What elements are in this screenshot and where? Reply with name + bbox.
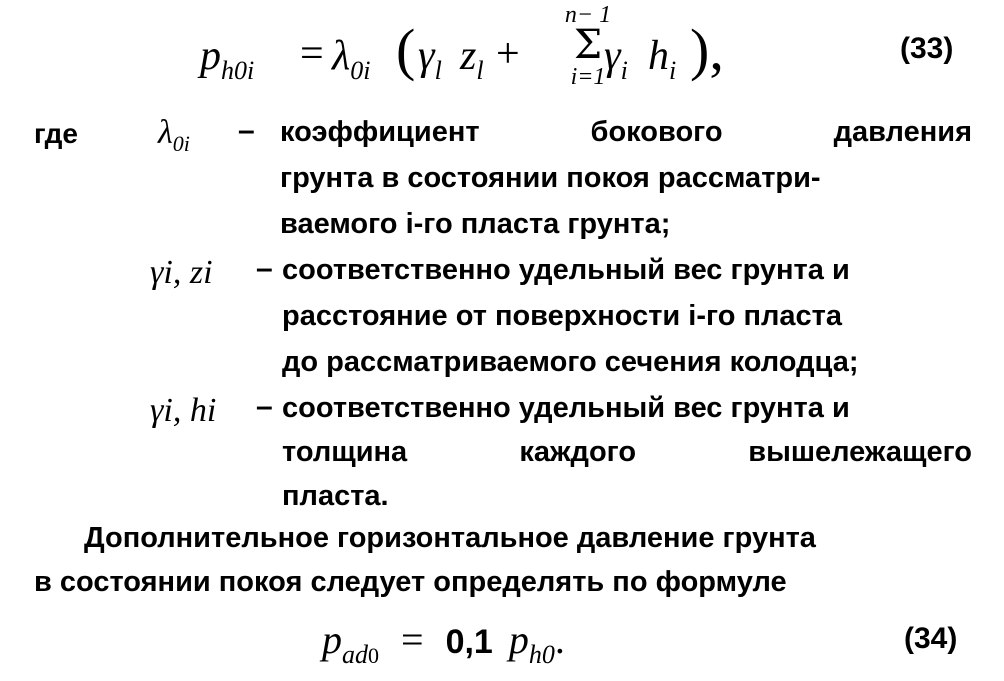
def-dash-2: – <box>256 252 273 285</box>
where-label: где <box>34 118 78 149</box>
eq33-close-paren: ), <box>690 17 724 82</box>
def-1-line-3: ваемого i-го пласта грунта; <box>280 208 671 240</box>
eq33-lhs: $p_{h0i}$ <box>200 33 255 85</box>
def-symbol-lambda: $\lambda_{0i}$ <box>158 114 190 156</box>
eq34-equals: = <box>401 617 424 662</box>
paragraph-line-1: Дополнительное горизонтальное давление грунта <box>84 522 816 554</box>
eq33-summation <box>518 2 612 102</box>
def-symbol-gamma-z: γi, zi <box>150 254 213 291</box>
def-1-line-1: коэффициент бокового давления <box>280 116 972 148</box>
equation-34 <box>322 616 565 670</box>
eq34-lhs: $p_{ad0}$ <box>322 617 379 669</box>
def-dash-3: – <box>256 390 273 423</box>
equation-number-34: (34) <box>904 622 958 655</box>
eq33-gamma-l: $\gamma_l$ <box>418 33 442 85</box>
eq33-equals: = <box>300 31 324 77</box>
sigma-symbol: Σ <box>573 22 603 68</box>
eq33-h-i: $h_i$ <box>648 33 677 85</box>
def-3-line-1: соответственно удельный вес грунта и <box>282 392 850 424</box>
def-3-line-3: пласта. <box>282 480 389 512</box>
eq34-coefficient: 0,1 <box>445 623 493 661</box>
def-2-line-3: до рассматриваемого сечения колодца; <box>282 346 859 378</box>
eq33-plus: + <box>496 31 520 77</box>
def-symbol-gamma-h: γi, hi <box>150 392 217 429</box>
def-2-line-2: расстояние от поверхности i-го пласта <box>282 300 842 332</box>
eq34-period: . <box>554 617 565 662</box>
sum-lower-limit: i=1 <box>570 64 606 90</box>
def-dash-1: – <box>238 114 255 147</box>
def-2-line-1: соответственно удельный вес грунта и <box>282 254 850 286</box>
def-1-line-2: грунта в состоянии покоя рассматри- <box>280 162 821 194</box>
eq33-lambda: $\lambda_{0i}$ <box>332 33 371 85</box>
equation-number-33: (33) <box>900 32 954 65</box>
sum-upper-limit: n− 1 <box>564 2 612 28</box>
eq34-rhs: $p_{h0}$ <box>508 617 555 669</box>
eq33-open-paren: ( <box>396 17 416 82</box>
eq33-z-l: $z_l$ <box>460 33 484 85</box>
def-3-line-2: толщина каждого вышележащего <box>282 436 972 468</box>
paragraph-line-2: в состоянии покоя следует определять по формуле <box>34 566 787 598</box>
eq33-gamma-i: $\gamma_i$ <box>604 33 628 85</box>
